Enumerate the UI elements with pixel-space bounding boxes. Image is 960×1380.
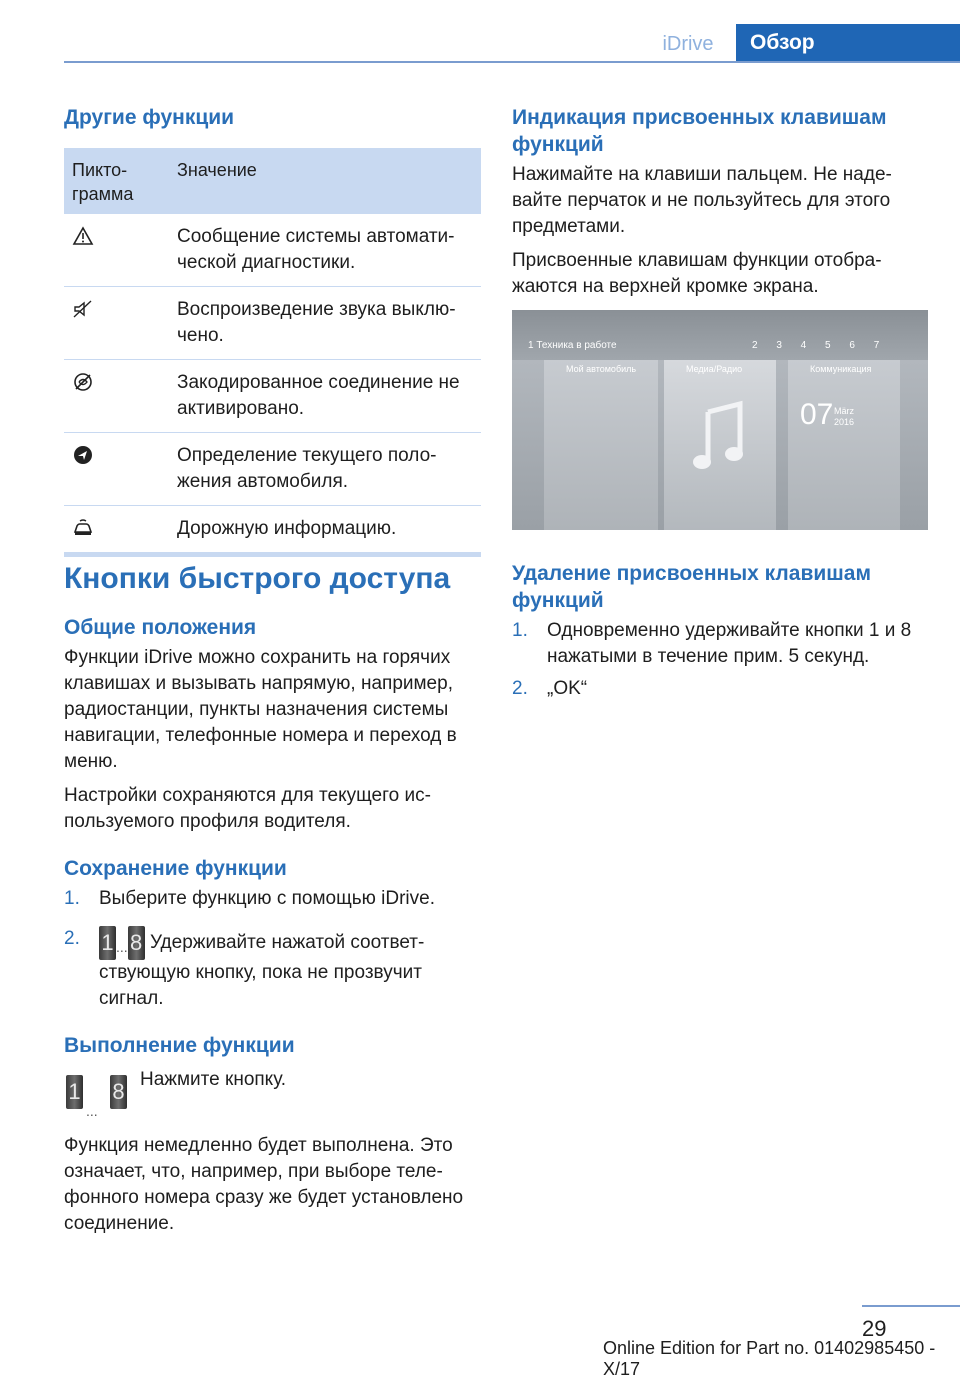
hotkey-bar <box>512 310 928 360</box>
step-number: 1. <box>512 620 528 641</box>
row-text: Воспроизведение звука выклю- чено. <box>177 299 456 346</box>
other-functions-title: Другие функции <box>64 106 235 129</box>
general-paragraph-2: Настройки сохраняются для текущего ис- пользуемого профиля водителя. <box>64 785 431 832</box>
page-number: 29 <box>862 1316 887 1341</box>
step-number: 2. <box>512 678 528 699</box>
hotkey-bar-title: 1 Техника в работе <box>528 340 617 351</box>
indication-paragraph: Нажимайте на клавиши пальцем. Не наде- вайте перчаток и не пользуйтесь для этого предметами. <box>512 164 892 237</box>
execute-function-title: Выполнение функции <box>64 1034 295 1057</box>
list-item <box>512 676 932 702</box>
tile-my-vehicle <box>544 360 658 530</box>
hotkey-8-icon: 8 <box>128 926 145 960</box>
row-text: Сообщение системы автомати- ческой диагностики. <box>177 226 455 273</box>
ellipsis: ... <box>116 939 128 955</box>
indication-paragraph-2: Присвоенные клавишам функции отобра- жаются на верхней кромке экрана. <box>512 250 882 297</box>
date-day: 07 <box>800 398 834 431</box>
quick-access-section <box>64 562 484 1237</box>
hotkey-8-icon: 8 <box>110 1075 127 1109</box>
tile-my-vehicle-title: Мой автомобиль <box>566 364 637 374</box>
indication-section <box>512 104 932 300</box>
quick-access-title: Кнопки быстрого доступа <box>64 562 451 595</box>
execute-row <box>64 1067 484 1123</box>
tile-media-title: Медиа/Радио <box>686 364 743 374</box>
music-note-icon <box>690 400 750 474</box>
traffic-info-icon <box>72 518 94 538</box>
encryption-off-icon <box>72 372 94 392</box>
table-header <box>64 148 481 214</box>
header-pictogram: Пикто- грамма <box>72 160 134 204</box>
tile-communication <box>788 360 900 530</box>
list-item <box>64 926 484 1012</box>
date-month: März 2016 <box>834 406 855 427</box>
step-text: Одновременно удерживайте кнопки 1 и 8 нажатыми в течение прим. 5 секунд. <box>547 620 912 667</box>
save-function-title: Сохранение функции <box>64 857 287 880</box>
edition-note: Online Edition for Part no. 01402985450 - X/17 <box>603 1338 936 1379</box>
tile-communication-title: Коммуникация <box>810 364 872 374</box>
table-row <box>64 214 481 287</box>
ellipsis: ... <box>86 1103 98 1119</box>
step-text: „OK“ <box>547 678 588 699</box>
other-functions-section <box>64 104 481 131</box>
table-bottom-rule <box>64 552 481 557</box>
pictogram-table <box>64 148 481 557</box>
header-chapter-tab: Обзор <box>736 24 960 61</box>
step-text-body: Удерживайте нажатой соответ- ствующую кнопку, пока не прозвучит сигнал. <box>99 932 425 1009</box>
header-section-label: iDrive <box>662 33 714 55</box>
step-text <box>99 926 484 1012</box>
header-rule <box>64 61 960 63</box>
header-meaning: Значение <box>177 160 257 180</box>
table-row <box>64 506 481 552</box>
delete-title: Удаление присвоенных клавишам функций <box>512 562 871 612</box>
row-text: Определение текущего поло- жения автомобиля. <box>177 445 437 492</box>
hotkey-1-icon: 1 <box>66 1075 83 1109</box>
step-number: 2. <box>64 928 80 949</box>
execute-paragraph: Функция немедленно будет выполнена. Это означает, что, например, при выборе теле- фонного номера сразу же будет установлено соединение. <box>64 1135 464 1234</box>
hotkey-bar-keys: 2 3 4 5 6 7 <box>752 340 888 351</box>
table-row <box>64 360 481 433</box>
list-item <box>512 618 932 670</box>
location-icon <box>72 445 94 465</box>
hotkey-1-icon: 1 <box>99 926 116 960</box>
footer-rule <box>862 1305 960 1307</box>
row-text: Дорожную информацию. <box>177 518 397 539</box>
list-item <box>64 886 484 912</box>
table-row <box>64 287 481 360</box>
general-title: Общие положения <box>64 616 257 639</box>
speaker-off-icon <box>72 299 94 319</box>
row-text: Закодированное соединение не активировано. <box>177 372 460 419</box>
step-text: Выберите функцию с помощью iDrive. <box>99 888 435 909</box>
general-paragraph: Функции iDrive можно сохранить на горячих клавишах и вызывать напрямую, например, радиостанции, пункты назначения системы навигации, телефонные номера и переход в меню. <box>64 647 457 772</box>
step-number: 1. <box>64 888 80 909</box>
table-row <box>64 433 481 506</box>
execute-instruction: Нажмите кнопку. <box>140 1069 287 1090</box>
idrive-screen-image <box>512 310 928 530</box>
warning-triangle-icon <box>72 226 94 246</box>
indication-title: Индикация присвоенных клавишам функций <box>512 106 887 156</box>
delete-section <box>512 560 932 702</box>
